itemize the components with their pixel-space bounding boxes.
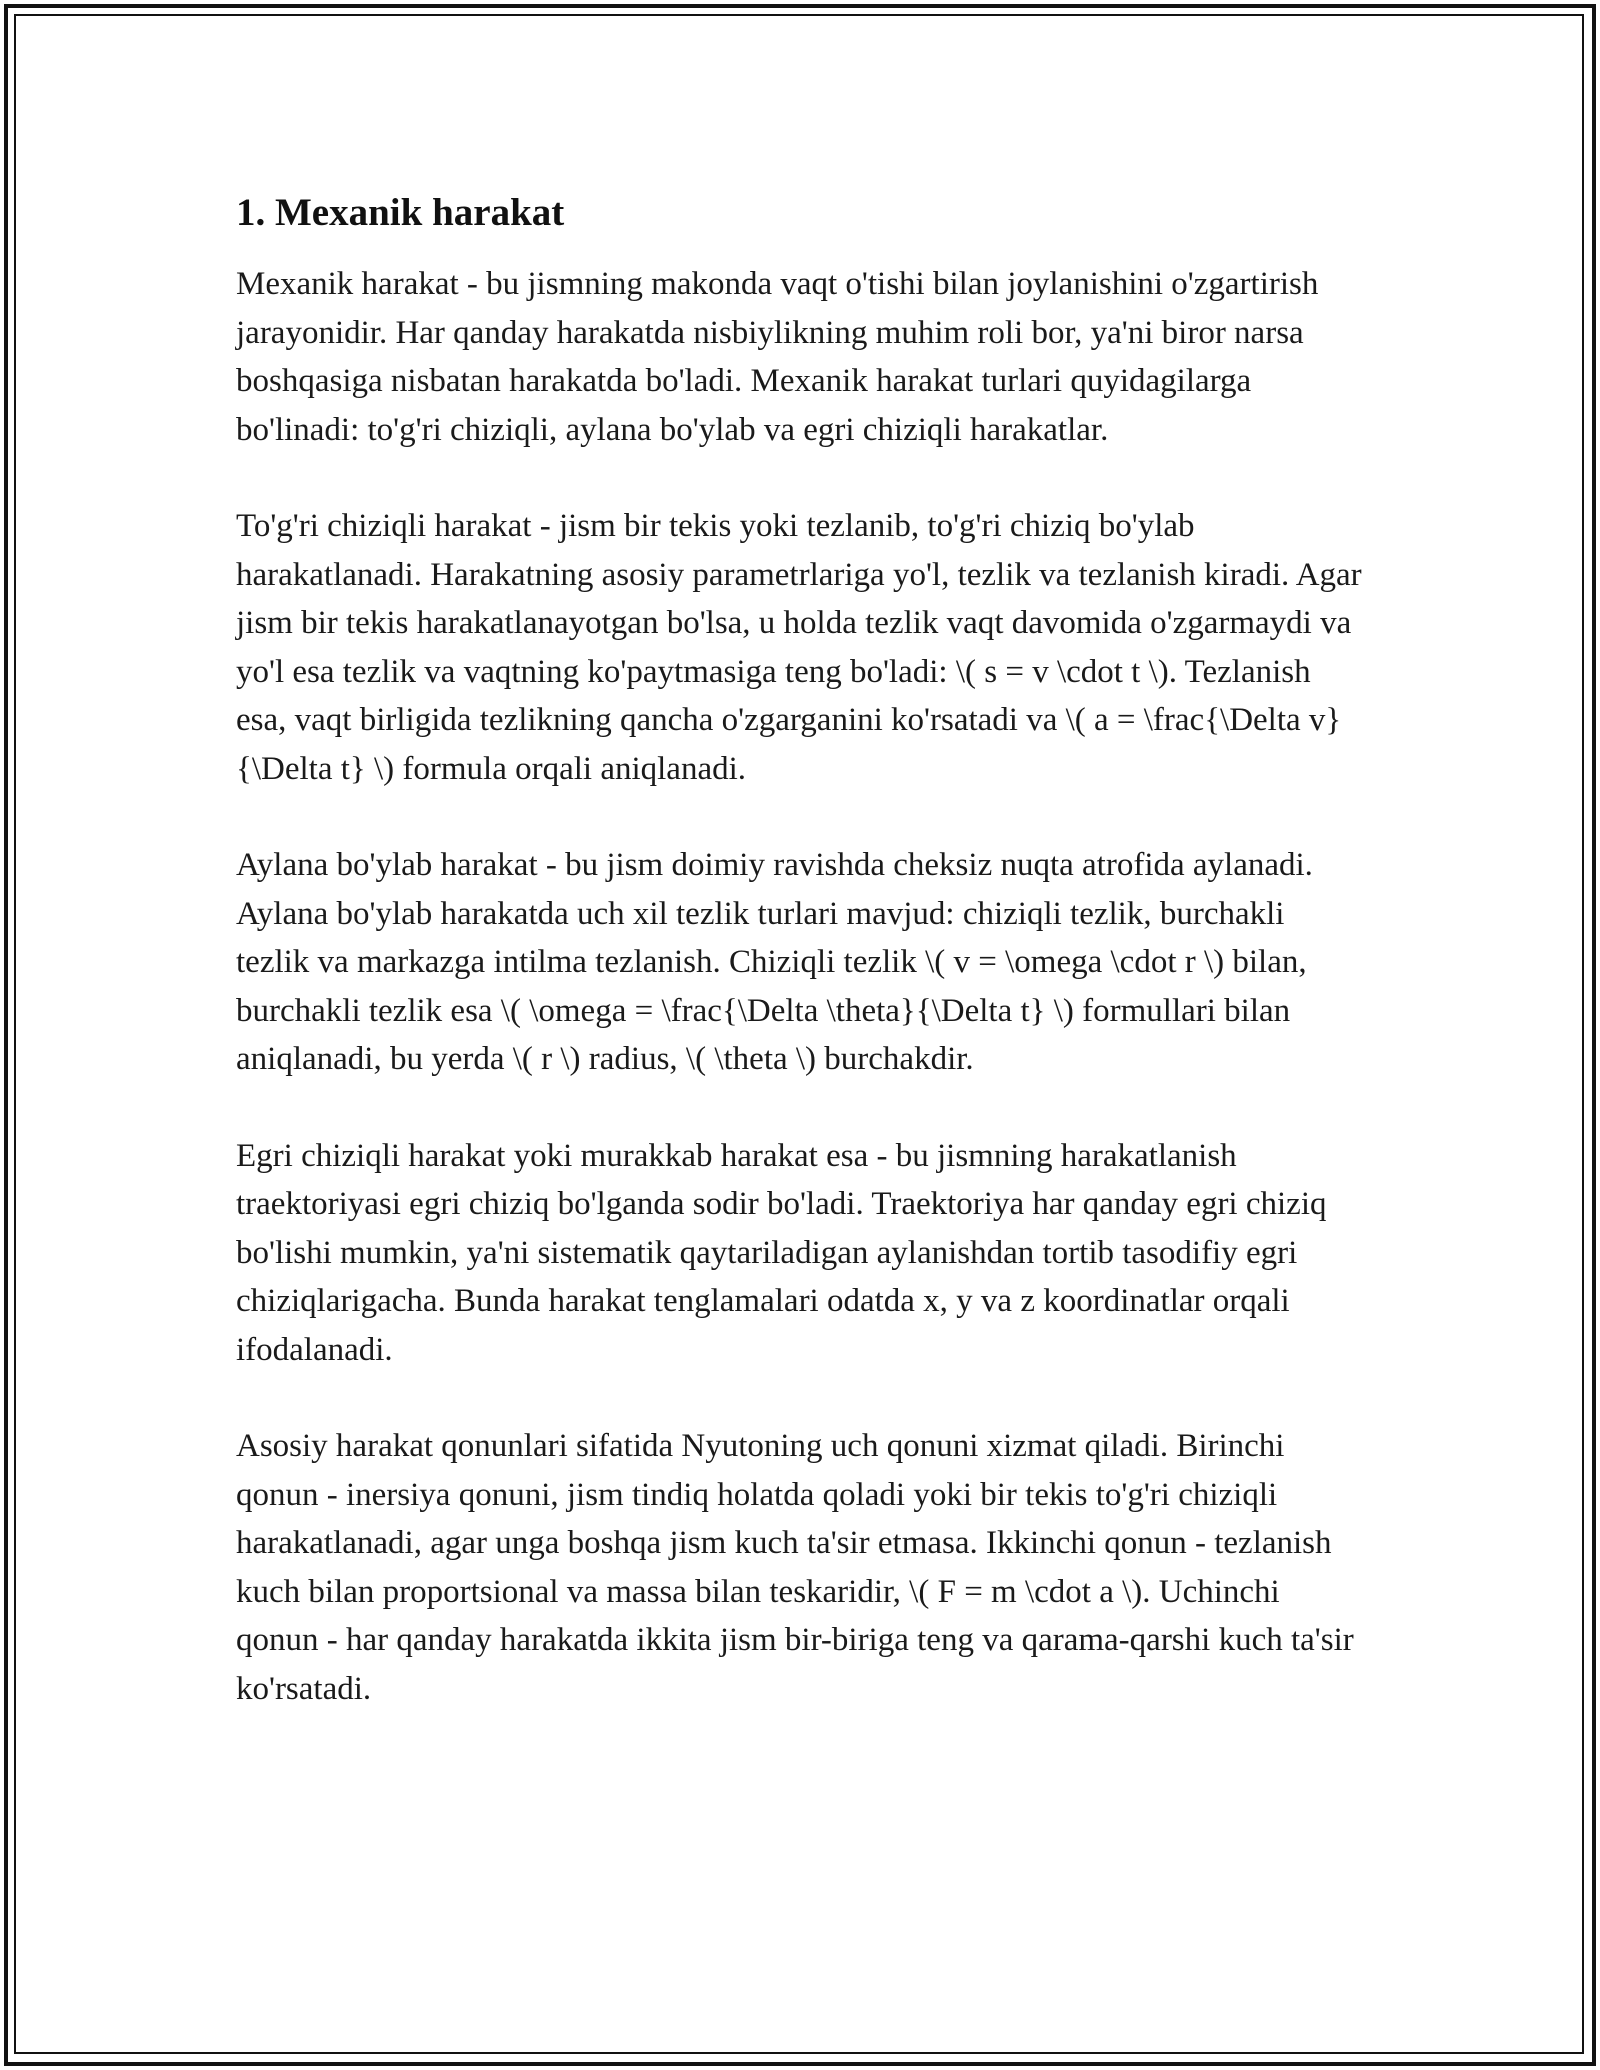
paragraph-circular-motion: Aylana bo'ylab harakat - bu jism doimiy ravishda cheksiz nuqta atrofida aylanadi. Aylana bo'ylab harakatda uch xil tezlik turlari mavjud: chiziqli tezlik, burchakli tezlik va markazga intilma tezlanish. Chiziqli tezlik \( v = \omega \cdot r \) bilan, burchakli tezlik esa \( \omega = \frac{\Delta \theta}{\Delta t} \) formullari bilan aniqlanadi, bu yerda \( r \) radius, \( \theta \) burchakdir.: [236, 847, 1313, 1077]
paragraph-curvilinear-motion: Egri chiziqli harakat yoki murakkab harakat esa - bu jismning harakatlanish traektoriyasi egri chiziq bo'lganda sodir bo'ladi. Traektoriya har qanday egri chiziq bo'lishi mumkin, ya'ni sistematik qaytariladigan aylanishdan tortib tasodifiy egri chiziqlarigacha. Bunda harakat tenglamalari odatda x, y va z koordinatlar orqali ifodalanadi.: [236, 1137, 1327, 1368]
section-heading: 1. Mexanik harakat: [236, 191, 565, 234]
paragraph-mechanical-motion: Mexanik harakat - bu jismning makonda vaqt o'tishi bilan joylanishini o'zgartirish jarayonidir. Har qanday harakatda nisbiylikning muhim roli bor, ya'ni biror narsa boshqasiga nisbatan harakatda bo'ladi. Mexanik harakat turlari quyidagilarga bo'linadi: to'g'ri chiziqli, aylana bo'ylab va egri chiziqli harakatlar.: [236, 266, 1319, 448]
document-body: [236, 186, 1366, 1761]
paragraph-linear-motion: To'g'ri chiziqli harakat - jism bir tekis yoki tezlanib, to'g'ri chiziq bo'ylab harakatlanadi. Harakatning asosiy parametrlariga yo'l, tezlik va tezlanish kiradi. Agar jism bir tekis harakatlanayotgan bo'lsa, u holda tezlik vaqt davomida o'zgarmaydi va yo'l esa tezlik va vaqtning ko'paytmasiga teng bo'ladi: \( s = v \cdot t \). Tezlanish esa, vaqt birligida tezlikning qancha o'zgarganini ko'rsatadi va \( a = \frac{\Delta v}{\Delta t} \) formula orqali aniqlanadi.: [236, 508, 1362, 787]
paragraph-newton-laws: Asosiy harakat qonunlari sifatida Nyutoning uch qonuni xizmat qiladi. Birinchi qonun - inersiya qonuni, jism tindiq holatda qoladi yoki bir tekis to'g'ri chiziqli harakatlanadi, agar unga boshqa jism kuch ta'sir etmasa. Ikkinchi qonun - tezlanish kuch bilan proportsional va massa bilan teskaridir, \( F = m \cdot a \). Uchinchi qonun - har qanday harakatda ikkita jism bir-biriga teng va qarama-qarshi kuch ta'sir ko'rsatadi.: [236, 1428, 1354, 1707]
